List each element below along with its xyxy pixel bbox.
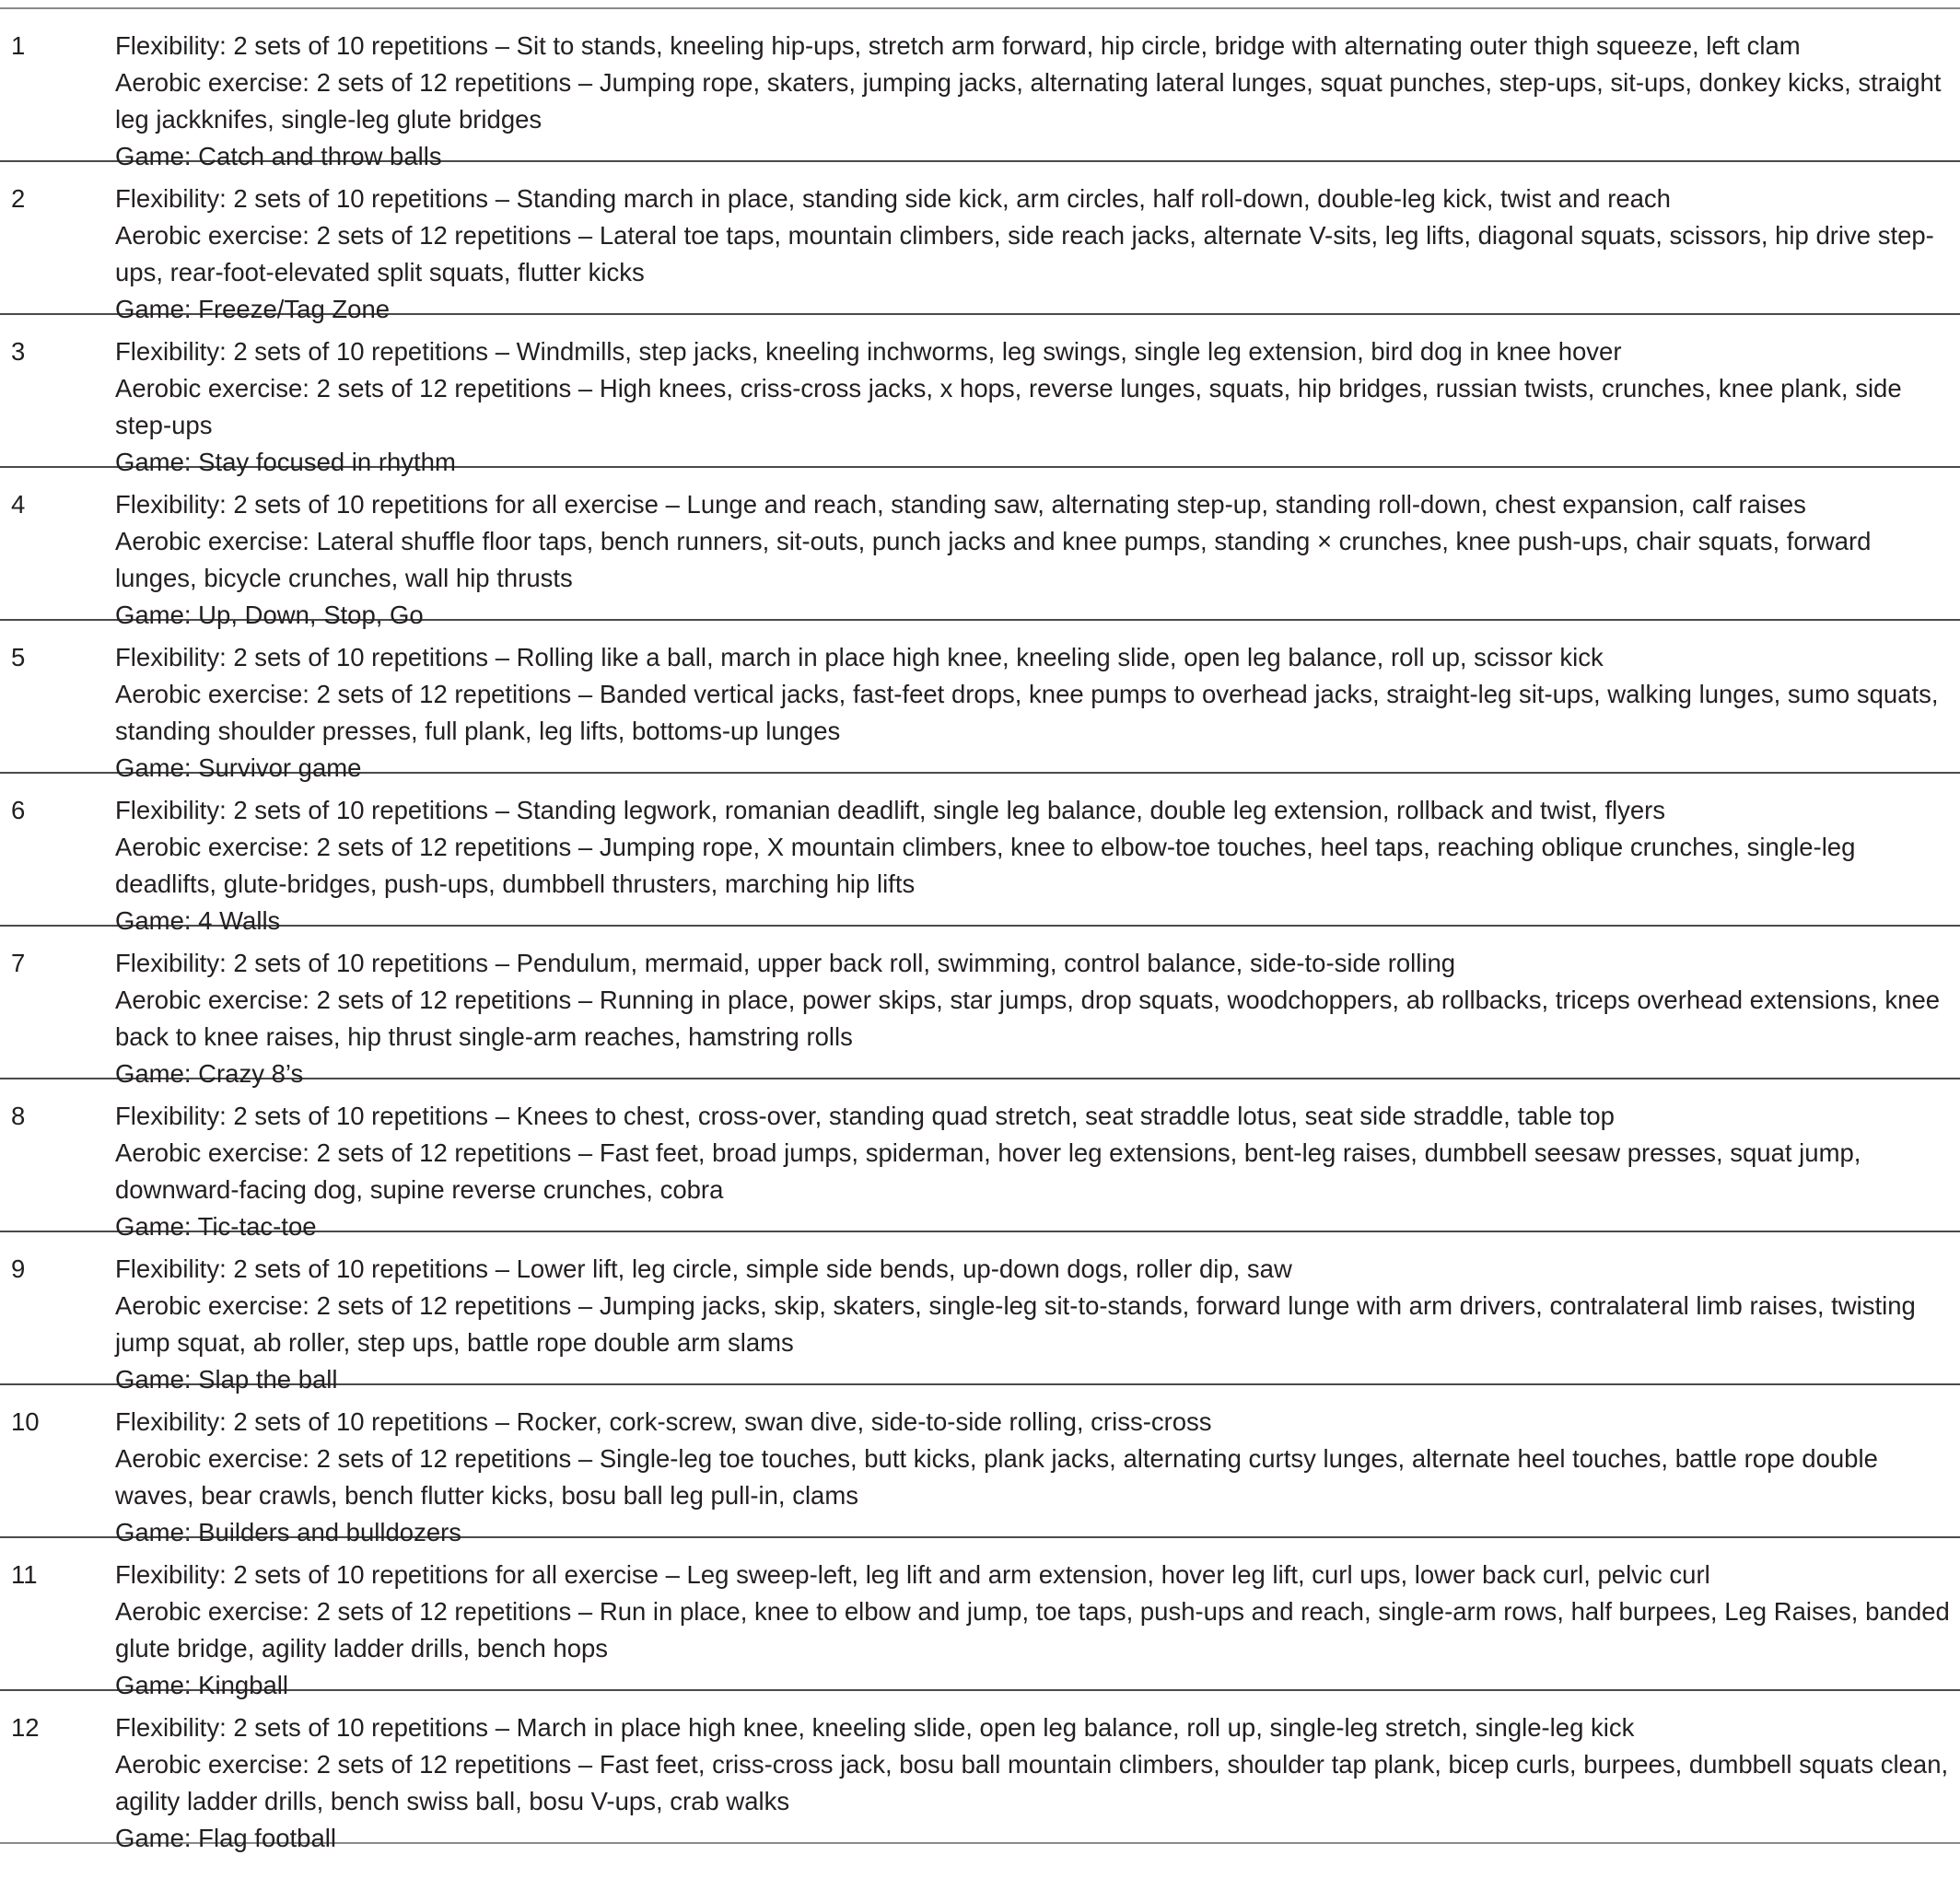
game-text: Game: Kingball bbox=[115, 1671, 289, 1699]
flexibility-text: Flexibility: 2 sets of 10 repetitions – Pendulum, mermaid, upper back roll, swimming, control balance, side-to-side rolling bbox=[115, 949, 1456, 977]
session-number: 5 bbox=[11, 643, 26, 671]
session-number: 11 bbox=[11, 1560, 38, 1589]
aerobic-text: Aerobic exercise: 2 sets of 12 repetitions – Single-leg toe touches, butt kicks, plank jacks, alternating curtsy lunges, alternate heel touches, battle rope double waves, bear crawls, bench flutter kicks, bosu ball leg pull-in, clams bbox=[115, 1444, 1878, 1510]
game-text: Game: Slap the ball bbox=[115, 1365, 338, 1394]
session-number: 8 bbox=[11, 1102, 26, 1130]
session-number: 9 bbox=[11, 1254, 26, 1283]
aerobic-text: Aerobic exercise: 2 sets of 12 repetitions – Fast feet, broad jumps, spiderman, hover leg extensions, bent-leg raises, dumbbell seesaw presses, squat jump, downward-facing dog, supine reverse crunches, cobra bbox=[115, 1138, 1861, 1204]
table-row bbox=[0, 162, 1960, 323]
session-content bbox=[115, 28, 1960, 170]
session-content bbox=[115, 1251, 1960, 1394]
table-row bbox=[0, 1232, 1960, 1394]
aerobic-text: Aerobic exercise: 2 sets of 12 repetitions – Banded vertical jacks, fast-feet drops, knee pumps to overhead jacks, straight-leg sit-ups, walking lunges, sumo squats, standing shoulder presses, full plank, leg lifts, bottoms-up lunges bbox=[115, 680, 1939, 745]
session-content bbox=[115, 639, 1960, 782]
flexibility-text: Flexibility: 2 sets of 10 repetitions for all exercise – Leg sweep-left, leg lift and arm extension, hover leg lift, curl ups, lower back curl, pelvic curl bbox=[115, 1560, 1710, 1589]
aerobic-text: Aerobic exercise: 2 sets of 12 repetitions – Jumping rope, skaters, jumping jacks, alternating lateral lunges, squat punches, step-ups, sit-ups, donkey kicks, straight leg jackknifes, single-leg glute bridges bbox=[115, 68, 1942, 134]
flexibility-text: Flexibility: 2 sets of 10 repetitions – Standing march in place, standing side kick, arm circles, half roll-down, double-leg kick, twist and reach bbox=[115, 184, 1671, 213]
game-text: Game: Stay focused in rhythm bbox=[115, 448, 456, 476]
table-row bbox=[0, 468, 1960, 629]
session-number: 4 bbox=[11, 490, 26, 519]
session-number: 3 bbox=[11, 337, 26, 366]
game-text: Game: Up, Down, Stop, Go bbox=[115, 601, 424, 629]
aerobic-text: Aerobic exercise: Lateral shuffle floor taps, bench runners, sit-outs, punch jacks and knee pumps, standing × crunches, knee push-ups, chair squats, forward lunges, bicycle crunches, wall hip thrusts bbox=[115, 527, 1872, 592]
session-content bbox=[115, 181, 1960, 323]
session-content bbox=[115, 945, 1960, 1088]
flexibility-text: Flexibility: 2 sets of 10 repetitions – Rolling like a ball, march in place high knee, kneeling slide, open leg balance, roll up, scissor kick bbox=[115, 643, 1604, 671]
table-row bbox=[0, 774, 1960, 935]
game-text: Game: Freeze/Tag Zone bbox=[115, 295, 391, 323]
session-content bbox=[115, 1709, 1960, 1852]
aerobic-text: Aerobic exercise: 2 sets of 12 repetitions – Jumping jacks, skip, skaters, single-leg sit-to-stands, forward lunge with arm drivers, contralateral limb raises, twisting jump squat, ab roller, step ups, battle rope double arm slams bbox=[115, 1291, 1916, 1357]
game-text: Game: Flag football bbox=[115, 1824, 336, 1852]
game-text: Game: Tic-tac-toe bbox=[115, 1212, 317, 1241]
session-content bbox=[115, 333, 1960, 476]
flexibility-text: Flexibility: 2 sets of 10 repetitions – Knees to chest, cross-over, standing quad stretch, seat straddle lotus, seat side straddle, table top bbox=[115, 1102, 1615, 1130]
flexibility-text: Flexibility: 2 sets of 10 repetitions – Standing legwork, romanian deadlift, single leg balance, double leg extension, rollback and twist, flyers bbox=[115, 796, 1666, 824]
game-text: Game: Survivor game bbox=[115, 753, 362, 782]
aerobic-text: Aerobic exercise: 2 sets of 12 repetitions – Run in place, knee to elbow and jump, toe taps, push-ups and reach, single-arm rows, half burpees, Leg Raises, banded glute bridge, agility ladder drills, bench hops bbox=[115, 1597, 1950, 1662]
table-row bbox=[0, 1079, 1960, 1241]
table-row bbox=[0, 9, 1960, 170]
aerobic-text: Aerobic exercise: 2 sets of 12 repetitions – Lateral toe taps, mountain climbers, side reach jacks, alternate V-sits, leg lifts, diagonal squats, scissors, hip drive step-ups, rear-foot-elevated split squats, flutter kicks bbox=[115, 221, 1934, 286]
aerobic-text: Aerobic exercise: 2 sets of 12 repetitions – High knees, criss-cross jacks, x hops, reverse lunges, squats, hip bridges, russian twists, crunches, knee plank, side step-ups bbox=[115, 374, 1902, 439]
flexibility-text: Flexibility: 2 sets of 10 repetitions – Windmills, step jacks, kneeling inchworms, leg swings, single leg extension, bird dog in knee hover bbox=[115, 337, 1622, 366]
aerobic-text: Aerobic exercise: 2 sets of 12 repetitions – Running in place, power skips, star jumps, drop squats, woodchoppers, ab rollbacks, triceps overhead extensions, knee back to knee raises, hip thrust single-arm reaches, hamstring rolls bbox=[115, 986, 1941, 1051]
table-row bbox=[0, 1691, 1960, 1852]
game-text: Game: 4 Walls bbox=[115, 906, 281, 935]
session-number: 1 bbox=[11, 31, 26, 60]
training-table bbox=[0, 7, 1960, 1852]
session-content bbox=[115, 1557, 1960, 1699]
session-number: 7 bbox=[11, 949, 26, 977]
flexibility-text: Flexibility: 2 sets of 10 repetitions – March in place high knee, kneeling slide, open leg balance, roll up, single-leg stretch, single-leg kick bbox=[115, 1713, 1635, 1742]
table-row bbox=[0, 315, 1960, 476]
game-text: Game: Crazy 8’s bbox=[115, 1059, 304, 1088]
table-row bbox=[0, 927, 1960, 1088]
session-content bbox=[115, 486, 1960, 629]
session-content bbox=[115, 1404, 1960, 1546]
game-text: Game: Builders and bulldozers bbox=[115, 1518, 462, 1546]
aerobic-text: Aerobic exercise: 2 sets of 12 repetitions – Jumping rope, X mountain climbers, knee to elbow-toe touches, heel taps, reaching oblique crunches, single-leg deadlifts, glute-bridges, push-ups, dumbbell thrusters, marching hip lifts bbox=[115, 833, 1856, 898]
session-number: 6 bbox=[11, 796, 26, 824]
session-number: 2 bbox=[11, 184, 26, 213]
session-number: 10 bbox=[11, 1407, 40, 1436]
table-row bbox=[0, 1538, 1960, 1699]
flexibility-text: Flexibility: 2 sets of 10 repetitions for all exercise – Lunge and reach, standing saw, alternating step-up, standing roll-down, chest expansion, calf raises bbox=[115, 490, 1806, 519]
session-content bbox=[115, 792, 1960, 935]
flexibility-text: Flexibility: 2 sets of 10 repetitions – Rocker, cork-screw, swan dive, side-to-side rolling, criss-cross bbox=[115, 1407, 1212, 1436]
session-content bbox=[115, 1098, 1960, 1241]
table-row bbox=[0, 1385, 1960, 1546]
flexibility-text: Flexibility: 2 sets of 10 repetitions – Lower lift, leg circle, simple side bends, up-down dogs, roller dip, saw bbox=[115, 1254, 1292, 1283]
aerobic-text: Aerobic exercise: 2 sets of 12 repetitions – Fast feet, criss-cross jack, bosu ball mountain climbers, shoulder tap plank, bicep curls, burpees, dumbbell squats clean, agility ladder drills, bench swiss ball, bosu V-ups, crab walks bbox=[115, 1750, 1949, 1815]
table-row bbox=[0, 621, 1960, 782]
game-text: Game: Catch and throw balls bbox=[115, 142, 442, 170]
session-number: 12 bbox=[11, 1713, 40, 1742]
flexibility-text: Flexibility: 2 sets of 10 repetitions – Sit to stands, kneeling hip-ups, stretch arm forward, hip circle, bridge with alternating outer thigh squeeze, left clam bbox=[115, 31, 1801, 60]
